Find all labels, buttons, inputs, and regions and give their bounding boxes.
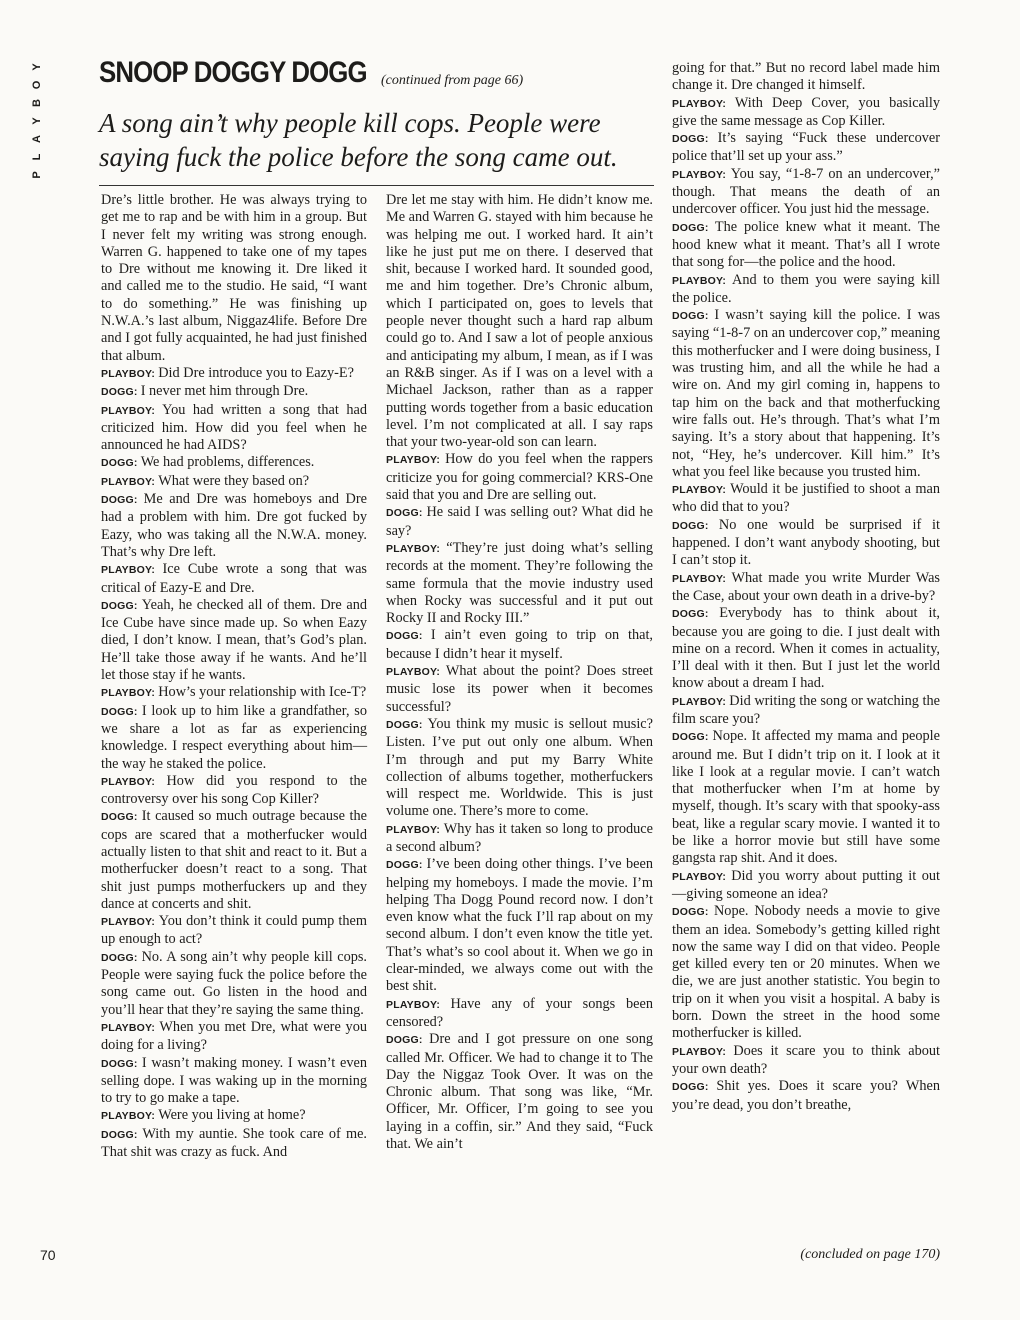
speaker-label: PLAYBOY: <box>101 775 167 788</box>
interview-paragraph <box>672 307 940 481</box>
paragraph-text: I look up to him like a grandfather, so we share a lot as far as experiencing knowledge. I respect everything about him—the way he staked the police. <box>101 702 367 772</box>
interview-paragraph <box>672 868 940 904</box>
speaker-label: DOGG: <box>386 630 431 643</box>
masthead-letter: O <box>31 80 43 90</box>
paragraph-text: Shit yes. Does it scare you? When you’re dead, you don’t breathe, <box>672 1078 940 1113</box>
paragraph-text: What about the point? Does street music lose its power when it becomes successful? <box>386 663 654 715</box>
speaker-label: DOGG: <box>101 1057 142 1070</box>
masthead-letter: L <box>31 153 43 161</box>
interview-paragraph <box>672 605 940 692</box>
speaker-label: PLAYBOY: <box>101 916 159 929</box>
speaker-label: PLAYBOY: <box>101 1110 159 1123</box>
paragraph-text: When you met Dre, what were you doing for a living? <box>101 1018 367 1054</box>
speaker-label: DOGG: <box>386 1034 430 1047</box>
speaker-label: DOGG: <box>672 906 714 919</box>
text-column-2 <box>386 192 653 1153</box>
divider-rule <box>99 185 654 186</box>
speaker-label: DOGG: <box>672 1081 717 1094</box>
interview-paragraph <box>101 1055 367 1108</box>
speaker-label: PLAYBOY: <box>386 542 447 555</box>
paragraph-text: I wasn’t making money. I wasn’t even selling dope. I was waking up in the morning to try to go make a tape. <box>101 1054 367 1107</box>
interview-paragraph <box>101 684 367 702</box>
speaker-label: DOGG: <box>101 811 142 824</box>
article-header <box>99 56 659 96</box>
concluded-note: (concluded on page 170) <box>800 1247 940 1262</box>
interview-paragraph <box>672 166 940 219</box>
interview-paragraph <box>101 913 367 949</box>
pull-quote: A song ain’t why people kill cops. People were saying fuck the police before the song came out. <box>99 108 618 172</box>
interview-paragraph <box>101 365 367 383</box>
masthead-letter: P <box>31 171 43 179</box>
interview-paragraph <box>672 481 940 517</box>
interview-paragraph <box>386 192 653 451</box>
masthead-letter: Y <box>31 63 43 71</box>
interview-paragraph <box>101 1126 367 1162</box>
paragraph-text: I never met him through Dre. <box>140 383 309 400</box>
paragraph-text: We had problems, differences. <box>140 454 315 471</box>
speaker-label: DOGG: <box>672 310 715 323</box>
speaker-label: DOGG: <box>101 705 142 718</box>
interview-paragraph <box>101 383 367 401</box>
speaker-label: DOGG: <box>101 494 144 507</box>
speaker-label: DOGG: <box>672 221 715 234</box>
interview-paragraph <box>672 272 940 308</box>
speaker-label: PLAYBOY: <box>386 666 446 679</box>
interview-paragraph <box>386 856 653 995</box>
paragraph-text: And to them you were saying kill the police. <box>672 271 940 306</box>
speaker-label: DOGG: <box>101 1128 143 1141</box>
paragraph-text: Did Dre introduce you to Eazy-E? <box>158 364 354 381</box>
paragraph-text: Why has it taken so long to produce a second album? <box>386 820 653 855</box>
paragraph-text: Yeah, he checked all of them. Dre and Ice Cube have since made up. So when Eazy died, I don’t know. I mean, that’s God’s plan. He’ll take those away if he wants. And he’ll let those stay if he wants. <box>101 596 367 684</box>
paragraph-text: With Deep Cover, you basically give the same message as Cop Killer. <box>672 94 940 129</box>
interview-paragraph <box>672 60 940 95</box>
masthead-letter: A <box>31 135 43 143</box>
interview-paragraph <box>101 808 367 913</box>
speaker-label: PLAYBOY: <box>101 367 159 380</box>
paragraph-text: You think my music is sellout music? Listen. I’ve put out only one album. When I’m through and put my Barry White collection of albums together, motherfuckers will respect me. Worldwide. This is just volume one. There’s more to come. <box>386 715 653 820</box>
paragraph-text: How do you feel when the rappers criticize you for going commercial? KRS-One said that you and Dre are selling out. <box>386 451 653 504</box>
speaker-label: DOGG: <box>672 519 719 532</box>
interview-paragraph <box>672 95 940 131</box>
paragraph-text: Did writing the song or watching the film scare you? <box>672 692 940 727</box>
paragraph-text: What were they based on? <box>158 472 310 489</box>
continued-note: (continued from page 66) <box>381 73 524 88</box>
paragraph-text: Dre and I got pressure on one song called Mr. Officer. We had to change it to The Day the Niggaz Took Over. It was on the Chronic album. That song was like, “Mr. Officer, Mr. Officer, I’m going to see you laying in a coffin, sir.” And they said, “Fuck that. We ain’t <box>386 1031 653 1153</box>
paragraph-text: Were you living at home? <box>158 1107 306 1124</box>
speaker-label: PLAYBOY: <box>672 168 731 181</box>
speaker-label: DOGG: <box>672 133 718 146</box>
interview-paragraph <box>101 454 367 472</box>
paragraph-text: With my auntie. She took care of me. That shit was crazy as fuck. And <box>101 1125 367 1161</box>
interview-paragraph <box>386 451 653 504</box>
paragraph-text: Dre’s little brother. He was always trying to get me to rap and be with him in a group. But I never felt my writing was strong enough. Warren G. happened to take one of my tapes to Dre without me knowing it. Dre liked it and called me to the studio. He said, “I want to do something.” He was finishing up N.W.A.’s last album, Niggaz4life. Before Dre and I got fully acquainted, he had just finished that album. <box>101 192 367 364</box>
interview-paragraph <box>101 473 367 491</box>
paragraph-text: No one would be surprised if it happened. I don’t want anybody shooting, but I can’t stop it. <box>672 516 940 569</box>
interview-paragraph <box>386 716 653 821</box>
paragraph-text: How did you respond to the controversy over his song Cop Killer? <box>101 772 367 808</box>
paragraph-text: How’s your relationship with Ice-T? <box>158 684 367 701</box>
masthead-letter: Y <box>31 117 43 125</box>
interview-paragraph <box>101 1107 367 1125</box>
speaker-label: PLAYBOY: <box>386 823 444 836</box>
paragraph-text: Does it scare you to think about your own death? <box>672 1042 940 1077</box>
interview-paragraph <box>672 728 940 867</box>
paragraph-text: What made you write Murder Was the Case, about your own death in a drive-by? <box>672 569 940 604</box>
interview-paragraph <box>386 821 653 857</box>
paragraph-text: I wasn’t saying kill the police. I was saying “1-8-7 on an undercover cop,” meaning this motherfucker and I were doing business, I was trusting him, and all the while he had a wire on. And my girl coming in, happens to tap him on the back and that motherfucking wire falls out. He’s through. That’s what I’m saying. It’s a story about that happening. It’s not, “Hey, he’s undercover. Kill him.” It’s what you feel like because you trusted him. <box>672 307 941 480</box>
paragraph-text: Dre let me stay with him. He didn’t know me. Me and Warren G. stayed with him because he was helping me out. I worked hard. It ain’t like he just put me on there. I deserved that shit, because I worked hard. It sounded good, me and him together. Dre’s Chronic album, which I participated on, goes to levels that people never thought such a hard rap album could go to. And I saw a lot of people anxious and anticipating my album, I mean, as if I was an R&B singer. As if I was on a level with a Michael Jackson, rather than as a rapper putting words together from a basic education level. I’m not complicated at all. I say raps that your two-year-old son can learn. <box>386 192 653 451</box>
speaker-label: PLAYBOY: <box>386 998 451 1011</box>
speaker-label: DOGG: <box>386 507 427 520</box>
paragraph-text: I ain’t even going to trip on that, because I didn’t hear it myself. <box>386 627 653 662</box>
speaker-label: DOGG: <box>672 731 713 744</box>
interview-paragraph <box>101 703 367 773</box>
speaker-label: DOGG: <box>101 386 141 399</box>
text-column-3 <box>672 60 940 1114</box>
interview-paragraph <box>672 219 940 272</box>
paragraph-text: You had written a song that had criticized him. How did you feel when he announced he had AIDS? <box>101 401 367 454</box>
paragraph-text: It caused so much outrage because the cops are scared that a motherfucker would actually listen to that shit and react to it. But a motherfucker doesn’t react to a song. That shit just pumps motherfuckers up and they dance at concerts and shit. <box>101 808 367 912</box>
speaker-label: DOGG: <box>386 718 428 731</box>
interview-paragraph <box>386 996 653 1032</box>
interview-paragraph <box>672 570 940 606</box>
interview-paragraph <box>672 903 940 1042</box>
speaker-label: PLAYBOY: <box>101 1021 160 1034</box>
paragraph-text: Nope. It affected my mama and people around me. But I didn’t trip on it. I look at it like I look at a regular movie. I can’t watch that motherfucker when I’m at home by myself, though. It’s scary with that spooky-ass beat, like a regular scary movie. I wanted it to be like a horror movie but still have some gangsta rap shit. And it does. <box>672 728 940 867</box>
paragraph-text: Did you worry about putting it out—giving someone an idea? <box>672 867 940 902</box>
speaker-label: PLAYBOY: <box>672 572 732 585</box>
speaker-label: PLAYBOY: <box>672 1045 734 1058</box>
interview-paragraph <box>386 663 653 716</box>
speaker-label: PLAYBOY: <box>672 870 732 883</box>
paragraph-text: I’ve been doing other things. I’ve been helping my homeboys. I made the movie. I’m helping Tha Dogg Pound record now. I don’t even know what the fuck I’ll rap about on my second album. I don’t even know the title yet. That’s what’s so cool about it. When we go in clear-minded, we always come out with the best shit. <box>386 856 653 995</box>
interview-paragraph <box>672 517 940 570</box>
speaker-label: PLAYBOY: <box>386 454 446 467</box>
interview-paragraph <box>101 402 367 455</box>
interview-paragraph <box>386 1031 653 1153</box>
interview-paragraph <box>672 1043 940 1079</box>
interview-paragraph <box>386 627 653 663</box>
interview-paragraph <box>672 693 940 729</box>
paragraph-text: He said I was selling out? What did he say? <box>386 504 654 539</box>
speaker-label: PLAYBOY: <box>672 695 730 708</box>
speaker-label: PLAYBOY: <box>101 564 163 577</box>
text-column-1 <box>101 192 367 1161</box>
speaker-label: PLAYBOY: <box>101 475 159 488</box>
interview-paragraph <box>672 130 940 166</box>
speaker-label: PLAYBOY: <box>101 687 159 700</box>
speaker-label: PLAYBOY: <box>672 484 731 497</box>
paragraph-text: “They’re just doing what’s selling records at the moment. They’re following the same formula that the movie industry used when Rocky was successful and it put out Rocky II and Rocky III.” <box>386 539 654 627</box>
paragraph-text: Everybody has to think about it, because you are going to die. I just dealt with mine on a record. When it comes in actuality, I’ll deal with it then. But I just let the world know about a dream I had. <box>672 605 941 692</box>
masthead-letter: B <box>31 99 43 107</box>
interview-paragraph <box>101 949 367 1019</box>
paragraph-text: You say, “1-8-7 on an undercover,” though. That means the death of an undercover officer. You just hid the message. <box>672 165 940 218</box>
page-number: 70 <box>40 1247 56 1263</box>
interview-paragraph <box>101 561 367 597</box>
paragraph-text: Ice Cube wrote a song that was critical of Eazy-E and Dre. <box>101 561 367 596</box>
interview-paragraph <box>101 491 367 561</box>
interview-paragraph <box>672 1078 940 1114</box>
interview-paragraph <box>101 773 367 809</box>
speaker-label: DOGG: <box>101 599 142 612</box>
paragraph-text: Would it be justified to shoot a man who did that to you? <box>672 481 940 516</box>
paragraph-text: going for that.” But no record label made him change it. Dre changed it himself. <box>672 60 940 94</box>
speaker-label: DOGG: <box>672 608 720 621</box>
interview-paragraph <box>101 597 367 684</box>
speaker-label: PLAYBOY: <box>672 97 735 110</box>
paragraph-text: Have any of your songs been censored? <box>386 995 653 1030</box>
speaker-label: DOGG: <box>386 859 427 872</box>
speaker-label: DOGG: <box>101 457 141 470</box>
paragraph-text: Me and Dre was homeboys and Dre had a problem with him. Dre got fucked by Eazy, who was taking all the N.W.A. money. That’s why Dre left. <box>101 491 367 560</box>
paragraph-text: No. A song ain’t why people kill cops. People were saying fuck the police before the song came out. Go listen in the hood and you’ll hear that they’re saying the same thing. <box>101 948 368 1018</box>
paragraph-text: The police knew what it meant. The hood knew what it meant. That’s all I wrote that song for—the police and the hood. <box>672 218 940 271</box>
interview-paragraph <box>101 1019 367 1055</box>
speaker-label: PLAYBOY: <box>101 404 163 417</box>
playboy-masthead-vertical <box>30 58 44 218</box>
paragraph-text: It’s saying “Fuck these undercover police that’ll set up your ass.” <box>672 130 940 165</box>
interview-paragraph <box>386 504 653 540</box>
interview-paragraph <box>101 192 367 365</box>
speaker-label: DOGG: <box>101 951 142 964</box>
article-title: SNOOP DOGGY DOGG <box>99 56 367 89</box>
paragraph-text: Nope. Nobody needs a movie to give them an idea. Somebody’s getting killed right now the same way I did on that video. People get killed every ten or 20 minutes. When we die, we are just another statistic. You begin to trip on it when you visit a hospital. A baby is born. Down the street in the hood some motherfucker is killed. <box>672 903 940 1042</box>
speaker-label: PLAYBOY: <box>672 274 732 287</box>
paragraph-text: You don’t think it could pump them up enough to act? <box>101 913 367 948</box>
interview-paragraph <box>386 540 653 627</box>
